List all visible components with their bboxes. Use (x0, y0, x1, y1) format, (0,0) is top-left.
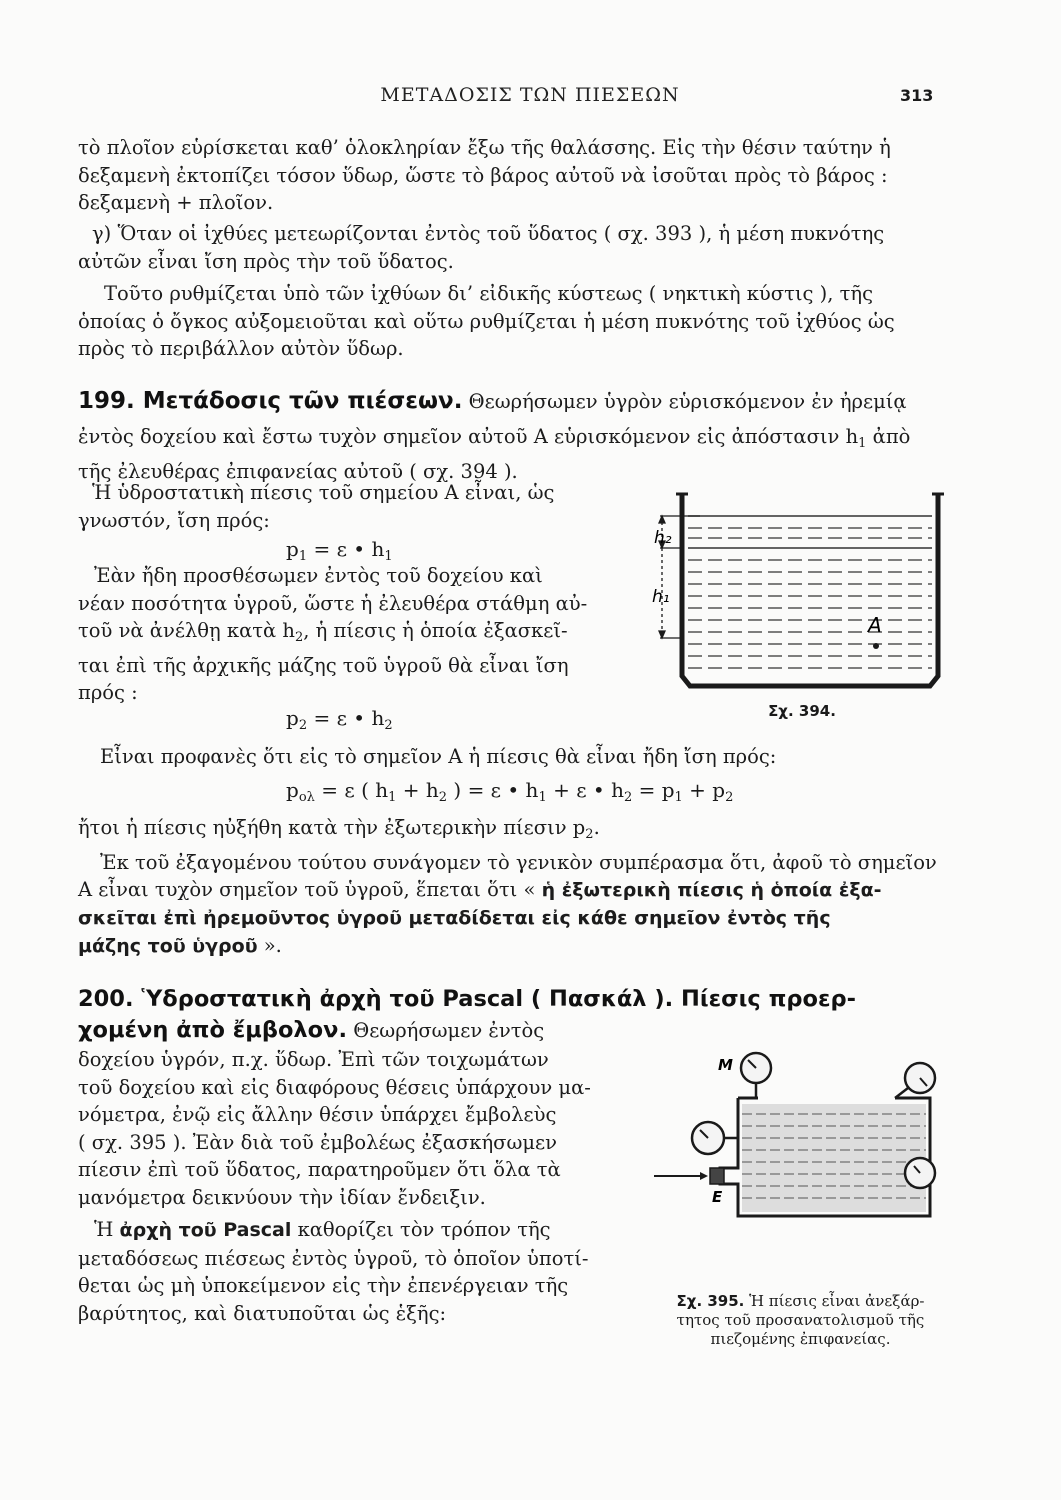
emphasis-text: ἀρχὴ τοῦ Pascal (119, 1219, 292, 1241)
text-line: δεξαμενὴ + πλοῖον. (78, 191, 274, 214)
text-span: Θεωρήσωμεν ἐντὸς (353, 1019, 545, 1042)
formula-text: p (286, 706, 299, 730)
text-line: δεξαμενὴ ἐκτοπίζει τόσον ὕδωρ, ὥστε τὸ βάρος αὐτοῦ νὰ ἰσοῦται πρὸς τὸ βάρος : (78, 163, 888, 187)
text-line: τῆς ἐλευθέρας ἐπιφανείας αὐτοῦ ( σχ. 394 ). (78, 459, 518, 483)
subscript: 2 (438, 790, 448, 805)
section-heading-200: 200. Ὑδροστατικὴ ἀρχὴ τοῦ Pascal ( Πασκάλ ). Πίεσις προερ- (78, 986, 856, 1012)
text-line: τοῦ δοχείου καὶ εἰς διαφόρους θέσεις ὑπάρχουν μα- (78, 1075, 591, 1099)
manometer-left (692, 1122, 738, 1154)
caption-text: Ἡ πίεσις εἶναι ἀνεξάρ- (744, 1292, 925, 1310)
formula-text: + ε • h (546, 778, 624, 802)
subscript: 2 (725, 790, 734, 805)
text-line (78, 876, 958, 905)
page-number: 313 (900, 86, 934, 105)
text-line (78, 423, 968, 458)
subscript: 1 (384, 549, 393, 564)
formula-text: + h (396, 778, 439, 802)
text-line: Ἐὰν ἤδη προσθέσωμεν ἐντὸς τοῦ δοχείου καὶ (94, 564, 543, 587)
text-line: πίεσιν ἐπὶ τοῦ ὕδατος, παρατηροῦμεν ὅτι ὅλα τὰ (78, 1158, 561, 1181)
text-span: καθορίζει τὸν τρόπον τῆς (291, 1218, 551, 1241)
text-line: μανόμετρα δεικνύουν τὴν ἰδίαν ἔνδειξιν. (78, 1185, 486, 1209)
paragraph-bladder (78, 280, 948, 363)
caption-line: πιεζομένης ἐπιφανείας. (710, 1330, 891, 1348)
running-title: ΜΕΤΑΔΟΣΙΣ ΤΩΝ ΠΙΕΣΕΩΝ (380, 84, 680, 106)
emphasis-text: ἡ ἐξωτερικὴ πίεσις ἡ ὁποία ἐξα- (541, 879, 882, 901)
formula-text: + p (682, 778, 726, 802)
text-span: ἤτοι ἡ πίεσις ηὐξήθη κατὰ τὴν ἐξωτερικὴν πίεσιν p (78, 816, 586, 839)
caption-line: τητος τοῦ προσανατολισμοῦ τῆς (676, 1311, 925, 1329)
text-line: αὐτῶν εἶναι ἴση πρὸς τὴν τοῦ ὕδατος. (78, 249, 454, 273)
section-heading-200-cont: χομένη ἀπὸ ἔμβολον. (78, 1017, 347, 1043)
caption-label: Σχ. 394. (768, 702, 836, 720)
liquid-lines (688, 516, 932, 668)
text-span: , ἡ πίεσις ἡ ὁποία ἐξασκεῖ- (303, 619, 568, 642)
text-line: ( σχ. 395 ). Ἐὰν διὰ τοῦ ἐμβολέως ἐξασκήσωμεν (78, 1130, 557, 1154)
manometer-top-right (895, 1063, 935, 1098)
text-line: δοχείου ὑγρόν, π.χ. ὕδωρ. Ἐπὶ τῶν τοιχωμάτων (78, 1048, 549, 1071)
text-line (78, 932, 958, 961)
emphasis-text: μάζης τοῦ ὑγροῦ (78, 935, 258, 957)
text-span: Α εἶναι τυχὸν σημεῖον τοῦ ὑγροῦ, ἕπεται ὅτι « (78, 878, 536, 901)
added-liquid-paragraph (78, 562, 623, 707)
subscript: 2 (298, 718, 308, 733)
subscript: 1 (388, 790, 397, 805)
paragraph-ship (78, 134, 948, 217)
label-h2: h₂ (654, 528, 672, 548)
text-line: ται ἐπὶ τῆς ἀρχικῆς μάζης τοῦ ὑγροῦ θὰ εἶναι ἴση (78, 653, 569, 677)
subscript: 1 (858, 436, 867, 451)
formula-text: = ε • h (307, 706, 385, 730)
formula-text: ) = ε • h (447, 778, 539, 802)
text-line: Εἶναι προφανὲς ὅτι εἰς τὸ σημεῖον Α ἡ πίεσις θὰ εἶναι ἤδη ἴση πρός: (100, 745, 777, 768)
conclusion-paragraph (78, 814, 958, 961)
text-span: Ἡ (94, 1218, 120, 1241)
subscript: 1 (674, 790, 683, 805)
figure-395-pascal-diagram (650, 1048, 950, 1248)
text-line: Ἡ ὑδροστατικὴ πίεσις τοῦ σημείου Α εἶναι, ὡς (92, 481, 555, 504)
text-line: νέαν ποσότητα ὑγροῦ, ὥστε ἡ ἐλευθέρα στάθμη αὐ- (78, 591, 588, 615)
point-A (873, 643, 879, 649)
text-line: τὸ πλοῖον εὑρίσκεται καθ’ ὁλοκληρίαν ἔξω τῆς θαλάσσης. Εἰς τὴν θέσιν ταύτην ἡ (78, 136, 891, 159)
subscript: 2 (294, 630, 304, 645)
text-line: μεταδόσεως πιέσεως ἐντὸς ὑγροῦ, τὸ ὁποῖον ὑποτί- (78, 1246, 589, 1270)
formula-text: p (286, 778, 299, 802)
text-line (78, 617, 623, 652)
text-line: Τοῦτο ρυθμίζεται ὑπὸ τῶν ἰχθύων δι’ εἰδικῆς κύστεως ( νηκτικὴ κύστις ), τῆς (104, 282, 874, 305)
formula-p1 (286, 537, 393, 564)
formula-text: p (286, 537, 299, 561)
label-E: Ε (712, 1188, 723, 1206)
section-200-first-line (78, 1017, 638, 1045)
formula-text: = p (632, 778, 675, 802)
text-line: βαρύτητος, καὶ διατυποῦται ὡς ἑξῆς: (78, 1301, 447, 1325)
caption-line (648, 1292, 953, 1311)
section-199-lines (78, 423, 968, 485)
subscript: 2 (623, 790, 633, 805)
formula-text: = ε • h (307, 537, 385, 561)
figure-394-container-diagram (640, 486, 950, 726)
manometer-top (741, 1053, 771, 1098)
subscript: ολ (298, 790, 315, 805)
text-line: νόμετρα, ἐνῷ εἰς ἄλλην θέσιν ὑπάρχει ἔμβολεὺς (78, 1103, 557, 1126)
text-line: γ) Ὅταν οἱ ἰχθύες μετεωρίζονται ἐντὸς τοῦ ὕδατος ( σχ. 393 ), ἡ μέση πυκνότης (92, 222, 885, 245)
liquid-fill (742, 1104, 926, 1212)
label-point-A: Α (868, 613, 882, 637)
formula-total-pressure (286, 778, 733, 805)
pascal-paragraph (78, 1046, 638, 1211)
label-M: Μ (718, 1056, 733, 1074)
text-line: Ἐκ τοῦ ἐξαγομένου τούτου συνάγομεν τὸ γενικὸν συμπέρασμα ὅτι, ἀφοῦ τὸ σημεῖον (100, 850, 937, 874)
text-span: τοῦ νὰ ἀνέλθῃ κατὰ h (78, 619, 295, 642)
pascal-principle-paragraph (78, 1216, 638, 1327)
subscript: 1 (298, 549, 308, 564)
page-header (0, 84, 1061, 114)
text-line: γνωστόν, ἴση πρός: (78, 508, 270, 532)
piston (654, 1168, 724, 1184)
text-line: ὁποίας ὁ ὄγκος αὐξομειοῦται καὶ οὕτω ρυθμίζεται ἡ μέση πυκνότης τοῦ ἰχθύος ὡς (78, 309, 895, 333)
hydrostatic-paragraph (78, 479, 623, 534)
formula-p2 (286, 706, 393, 733)
emphasis-line: σκεῖται ἐπὶ ἠρεμοῦντος ὑγροῦ μεταδίδεται εἰς κάθε σημεῖον ἐντὸς τῆς (78, 906, 831, 929)
subscript: 2 (585, 827, 594, 842)
label-h1: h₁ (652, 587, 670, 607)
section-199-first-line (78, 388, 968, 416)
caption-label: Σχ. 395. (676, 1292, 745, 1310)
text-span: ». (257, 934, 282, 957)
text-span: . (593, 816, 600, 839)
text-span: ἀπὸ (866, 425, 911, 448)
text-line (78, 814, 958, 849)
paragraph-point-A (78, 743, 948, 771)
section-heading-199: 199. Μετάδοσις τῶν πιέσεων. (78, 388, 463, 414)
text-line: θεται ὡς μὴ ὑποκείμενον εἰς τὴν ἐπενέργειαν τῆς (78, 1274, 569, 1297)
text-line: πρός : (78, 681, 138, 704)
manometer-right (905, 1158, 935, 1188)
container-vessel (676, 494, 944, 686)
subscript: 1 (538, 790, 547, 805)
text-span: Θεωρήσωμεν ὑγρὸν εὑρισκόμενον ἐν ἠρεμίᾳ (468, 390, 907, 413)
text-line (78, 1216, 638, 1245)
paragraph-fish (78, 220, 948, 275)
formula-text: = ε ( h (314, 778, 389, 802)
subscript: 2 (384, 718, 393, 733)
text-span: ἐντὸς δοχείου καὶ ἔστω τυχὸν σημεῖον αὐτοῦ Α εὑρισκόμενον εἰς ἀπόστασιν h (78, 425, 859, 448)
text-line: πρὸς τὸ περιβάλλον αὐτὸν ὕδωρ. (78, 337, 404, 360)
section-200-heading (78, 983, 958, 1015)
figure-394-caption (752, 702, 852, 721)
figure-395-caption (648, 1292, 953, 1349)
